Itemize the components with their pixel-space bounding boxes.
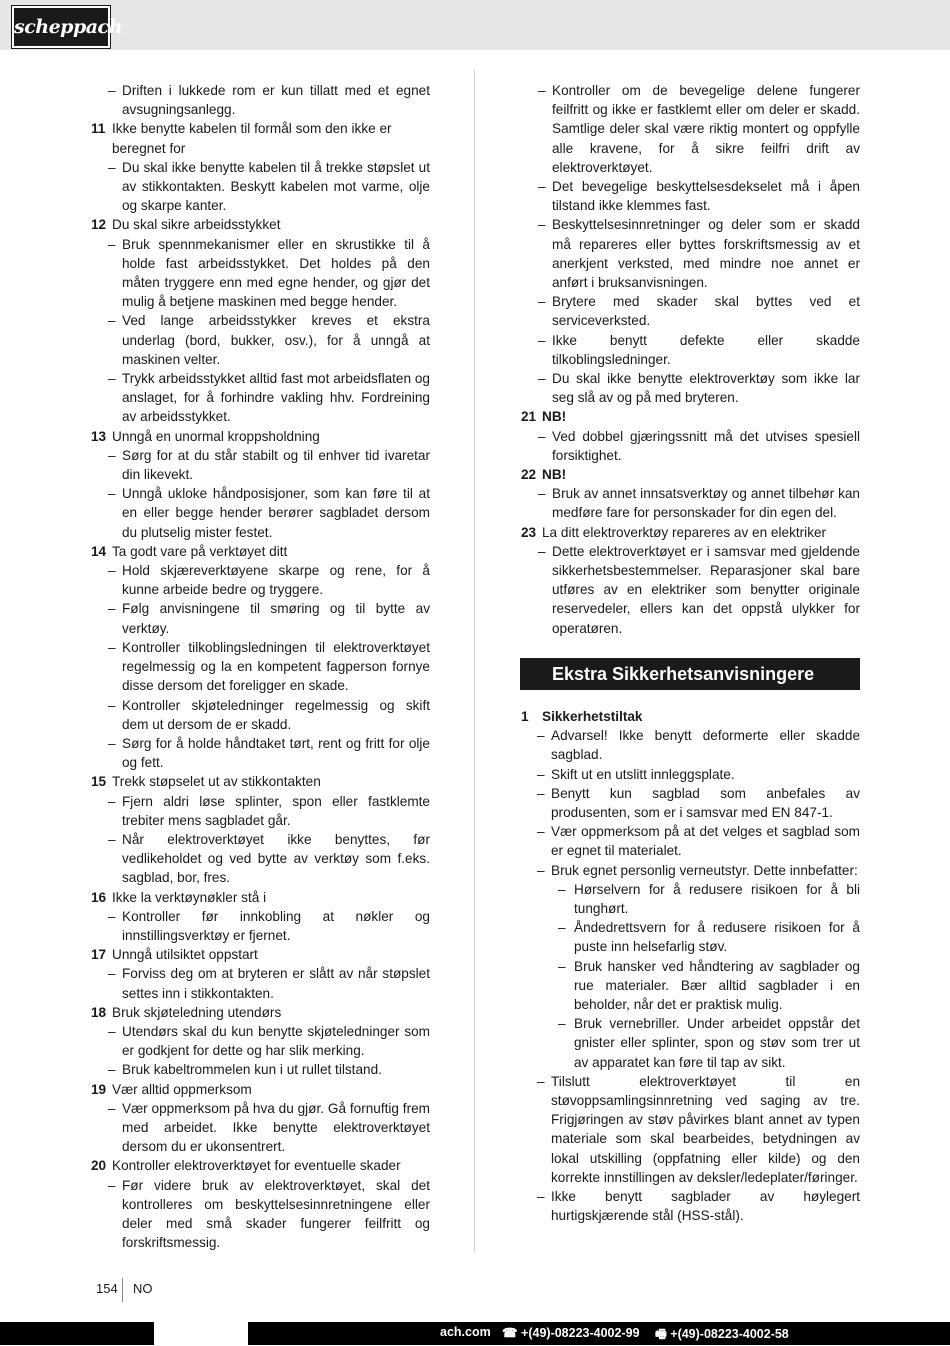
bullet-text: Det bevegelige beskyttelsesdekselet må i åpen tilstand ikke klemmes fast.	[552, 179, 860, 214]
bullet-text: Når elektroverktøyet ikke benyttes, før vedlikeholdet og ved bytte av verktøy som f.eks. sagblad, bor, fres.	[122, 831, 430, 886]
bullet-item	[518, 177, 860, 215]
bullet-item	[88, 964, 430, 1002]
bullet-item	[88, 1099, 430, 1157]
bottom-bar-gap	[154, 1322, 248, 1345]
bullet-text: Utendørs skal du kun benytte skjøteledninger som er godkjent for dette og har slik merking.	[122, 1023, 430, 1059]
bullet-item	[518, 1014, 860, 1072]
dash-bullet-icon: –	[538, 486, 546, 502]
dash-bullet-icon: –	[537, 1073, 545, 1089]
dash-bullet-icon: –	[108, 1023, 116, 1039]
bullet-text: Ikke benytt defekte eller skadde tilkoblingsledninger.	[552, 332, 860, 367]
bullet-item	[88, 1060, 430, 1079]
bullet-item	[88, 1176, 430, 1253]
bullet-text: Tilslutt elektroverktøyet til en støvoppsamlingsinnretning ved saging av tre. Frigjøringen av støv påvirkes blant annet av typen materiale som skal bearbeides, betydningen av lokal utskilling (oppfatning eller kilde) og den korrekte innstillingen av deksler/ledeplater/føringer.	[551, 1073, 860, 1185]
item-heading: NB!	[542, 409, 567, 425]
bullet-text: Sørg for å holde håndtaket tørt, rent og fritt for olje og fett.	[122, 735, 430, 771]
bullet-item	[88, 792, 430, 830]
dash-bullet-icon: –	[108, 447, 116, 463]
bullet-text: Bruk av annet innsatsverktøy og annet tilbehør kan medføre fare for personskader for din egen del.	[552, 486, 860, 521]
dash-bullet-icon: –	[108, 735, 116, 751]
bullet-item	[518, 861, 860, 880]
item-number: 22	[521, 467, 537, 483]
numbered-item	[88, 945, 430, 964]
bullet-item	[88, 696, 430, 734]
numbered-item	[88, 1080, 430, 1099]
bullet-item	[88, 599, 430, 637]
bullet-text: Benytt kun sagblad som anbefales av produsenten, som er i samsvar med EN 847-1.	[551, 785, 860, 820]
section-title: Ekstra Sikkerhetsanvisningere	[520, 658, 860, 690]
item-heading: Kontroller elektroverktøyet for eventuelle skader	[112, 1158, 401, 1174]
bullet-item	[518, 215, 860, 292]
dash-bullet-icon: –	[538, 83, 546, 98]
bullet-item	[518, 918, 860, 956]
dash-bullet-icon: –	[537, 766, 545, 782]
item-number: 17	[91, 947, 107, 963]
brand-logo: scheppach	[12, 6, 110, 48]
bullet-text: Kontroller om de bevegelige delene fungerer feilfritt og ikke er fastklemt eller om deler er skadd. Samtlige deler skal være riktig montert og oppfylle alle kravene, for å sikre feilfri drift av elektroverktøyet.	[552, 83, 860, 175]
dash-bullet-icon: –	[108, 371, 116, 387]
bullet-text: Følg anvisningene til smøring og til bytte av verktøy.	[122, 601, 430, 636]
dash-bullet-icon: –	[538, 371, 546, 387]
bullet-text: Trykk arbeidsstykket alltid fast mot arbeidsflaten og anslaget, for å forhindre vakling hhv. Fordreining av arbeidsstykket.	[122, 371, 430, 425]
dash-bullet-icon: –	[108, 697, 116, 713]
dash-bullet-icon: –	[558, 1016, 566, 1032]
dash-bullet-icon: –	[558, 881, 566, 897]
dash-bullet-icon: –	[108, 1100, 116, 1116]
bullet-item	[88, 235, 430, 312]
numbered-item	[88, 119, 430, 157]
bullet-item	[518, 81, 860, 177]
bullet-text: Bruk hansker ved håndtering av sagblader og rue materialer. Bær alltid sagblader i en beholder, når det er praktisk mulig.	[574, 958, 860, 1012]
phone-text: ☎ +(49)-08223-4002-99	[502, 1326, 640, 1340]
bullet-item	[88, 638, 430, 696]
left-column	[88, 81, 430, 1252]
bullet-item	[88, 907, 430, 945]
dash-bullet-icon: –	[538, 543, 546, 559]
dash-bullet-icon: –	[537, 728, 545, 744]
dash-bullet-icon: –	[108, 601, 116, 617]
bullet-item	[518, 292, 860, 330]
bullet-item	[518, 331, 860, 369]
website-text: ach.com	[440, 1325, 491, 1339]
dash-bullet-icon: –	[108, 966, 116, 982]
item-number: 18	[91, 1004, 107, 1020]
item-number: 16	[91, 889, 107, 905]
numbered-item	[518, 465, 860, 484]
page-number: 154	[96, 1281, 118, 1296]
bullet-text: Fjern aldri løse splinter, spon eller fastklemte trebiter mens sagbladet går.	[122, 793, 430, 828]
item-heading: Trekk støpselet ut av stikkontakten	[112, 774, 321, 790]
dash-bullet-icon: –	[108, 563, 116, 579]
numbered-item	[518, 707, 860, 726]
bullet-item	[518, 822, 860, 860]
bullet-text: Bruk vernebriller. Under arbeidet oppstår det gnister eller splinter, spon og støv som trer ut av apparatet kan føre til tap av sikt.	[574, 1016, 860, 1070]
dash-bullet-icon: –	[108, 486, 116, 502]
bullet-text: Skift ut en utslitt innleggsplate.	[551, 766, 735, 782]
bullet-text: Sørg for at du står stabilt og til enhver tid ivaretar din likevekt.	[122, 447, 430, 483]
fax-text: 🖷 +(49)-08223-4002-58	[655, 1327, 789, 1341]
bullet-text: Hold skjæreverktøyene skarpe og rene, for å kunne arbeide bedre og tryggere.	[122, 563, 430, 598]
dash-bullet-icon: –	[108, 83, 116, 98]
dash-bullet-icon: –	[537, 862, 545, 878]
item-number: 19	[91, 1081, 107, 1097]
bullet-item	[88, 1022, 430, 1060]
item-number: 21	[521, 409, 537, 425]
language-code: NO	[133, 1281, 153, 1296]
item-number: 15	[91, 774, 107, 790]
item-number: 1	[521, 708, 529, 724]
bullet-text: Ved dobbel gjæringssnitt må det utvises spesiell forsiktighet.	[552, 428, 860, 463]
bullet-text: Kontroller før innkobling at nøkler og innstillingsverktøy er fjernet.	[122, 908, 430, 943]
bullet-text: Bruk egnet personlig verneutstyr. Dette innbefatter:	[551, 862, 858, 878]
bullet-item	[518, 765, 860, 784]
bullet-text: Kontroller skjøteledninger regelmessig og skift dem ut dersom de er skadd.	[122, 697, 430, 732]
bullet-text: Forviss deg om at bryteren er slått av når støpslet settes inn i stikkontakten.	[122, 966, 430, 1001]
bullet-item	[88, 158, 430, 216]
item-heading: Du skal sikre arbeidsstykket	[112, 217, 281, 233]
numbered-item	[88, 215, 430, 234]
item-number: 11	[91, 121, 106, 137]
item-heading: Ikke benytte kabelen til formål som den ikke er beregnet for	[112, 121, 392, 156]
bullet-item	[88, 734, 430, 772]
footer-separator	[122, 1278, 123, 1302]
bullet-text: Driften i lukkede rom er kun tillatt med et egnet avsugningsanlegg.	[122, 83, 430, 118]
item-heading: Ikke la verktøynøkler stå i	[112, 889, 267, 905]
numbered-item	[88, 1003, 430, 1022]
bullet-text: Brytere med skader skal byttes ved et serviceverksted.	[552, 294, 860, 329]
bullet-text: Du skal ikke benytte elektroverktøy som ikke lar seg slå av og på med bryteren.	[552, 371, 860, 406]
bullet-item	[518, 484, 860, 522]
bullet-item	[518, 369, 860, 407]
numbered-item	[88, 542, 430, 561]
item-heading: Ta godt vare på verktøyet ditt	[112, 543, 288, 559]
dash-bullet-icon: –	[538, 428, 546, 444]
dash-bullet-icon: –	[537, 1188, 545, 1204]
item-heading: La ditt elektroverktøy repareres av en elektriker	[542, 524, 827, 540]
numbered-item	[518, 407, 860, 426]
bullet-text: Ikke benytt sagblader av høylegert hurtigskjærende stål (HSS-stål).	[551, 1188, 860, 1224]
item-number: 13	[91, 428, 107, 444]
dash-bullet-icon: –	[108, 639, 116, 655]
right-column	[518, 81, 860, 1225]
bullet-item	[88, 484, 430, 542]
item-number: 12	[91, 217, 107, 233]
dash-bullet-icon: –	[538, 217, 546, 233]
dash-bullet-icon: –	[108, 831, 116, 847]
numbered-item	[88, 888, 430, 907]
item-heading: NB!	[542, 467, 567, 483]
bullet-text: Åndedrettsvern for å redusere risikoen for å puste inn helsefarlig støv.	[574, 920, 860, 955]
bullet-item	[518, 880, 860, 918]
item-heading: Unngå utilsiktet oppstart	[112, 947, 258, 963]
dash-bullet-icon: –	[108, 159, 116, 175]
dash-bullet-icon: –	[537, 785, 545, 801]
bullet-text: Advarsel! Ikke benytt deformerte eller skadde sagblad.	[551, 728, 860, 763]
bullet-text: Du skal ikke benytte kabelen til å trekke støpslet ut av stikkontakten. Beskytt kabelen mot varme, olje og skarpe kanter.	[122, 159, 430, 214]
header-bar	[0, 0, 950, 50]
item-heading: Vær alltid oppmerksom	[112, 1081, 252, 1097]
bullet-item	[88, 311, 430, 369]
dash-bullet-icon: –	[538, 294, 546, 310]
dash-bullet-icon: –	[558, 920, 566, 936]
numbered-item	[518, 523, 860, 542]
bullet-text: Dette elektroverktøyet er i samsvar med gjeldende sikkerhetsbestemmelser. Reparasjoner skal bare utføres av en elektriker som benytter originale reservedeler, ellers kan det oppstå ulykker for operatøren.	[552, 543, 860, 636]
item-number: 20	[91, 1158, 107, 1174]
bullet-item	[518, 1187, 860, 1225]
bullet-text: Kontroller tilkoblingsledningen til elektroverktøyet regelmessig og la en kompetent fagperson fornye disse dersom det foreligger en skade.	[122, 639, 430, 694]
dash-bullet-icon: –	[538, 179, 546, 195]
bullet-item	[518, 1072, 860, 1187]
numbered-item	[88, 1156, 430, 1175]
bullet-item	[518, 542, 860, 638]
dash-bullet-icon: –	[537, 824, 545, 840]
bullet-item	[88, 830, 430, 888]
bullet-text: Vær oppmerksom på at det velges et sagblad som er egnet til materialet.	[551, 824, 860, 859]
dash-bullet-icon: –	[108, 1177, 116, 1193]
bullet-item	[88, 446, 430, 484]
bullet-item	[518, 957, 860, 1015]
bullet-item	[88, 561, 430, 599]
item-number: 23	[521, 524, 537, 540]
numbered-item	[88, 772, 430, 791]
numbered-item	[88, 427, 430, 446]
bullet-item	[518, 726, 860, 764]
dash-bullet-icon: –	[538, 332, 546, 348]
dash-bullet-icon: –	[108, 793, 116, 809]
dash-bullet-icon: –	[558, 958, 566, 974]
item-heading: Bruk skjøteledning utendørs	[112, 1004, 282, 1020]
bullet-text: Vær oppmerksom på hva du gjør. Gå fornuftig frem med arbeidet. Ikke benytte elektroverktøyet dersom du er ukonsentrert.	[122, 1100, 430, 1155]
bullet-text: Bruk kabeltrommelen kun i ut rullet tilstand.	[122, 1062, 382, 1078]
item-heading: Sikkerhetstiltak	[542, 708, 643, 724]
bullet-text: Hørselvern for å redusere risikoen for å bli tunghørt.	[574, 881, 860, 916]
bullet-text: Før videre bruk av elektroverktøyet, skal det kontrolleres om beskyttelsesinnretningene eller deler med små skader fungerer feilfritt og forskriftsmessig.	[122, 1177, 430, 1251]
dash-bullet-icon: –	[108, 236, 116, 252]
bullet-item	[518, 784, 860, 822]
column-divider	[474, 70, 475, 1252]
bullet-item	[518, 427, 860, 465]
item-heading: Unngå en unormal kroppsholdning	[112, 428, 320, 444]
bullet-item	[88, 369, 430, 427]
bullet-text: Unngå ukloke håndposisjoner, som kan føre til at en eller begge hender berører sagbladet dersom du plutselig mister festet.	[122, 486, 430, 540]
bullet-item	[88, 81, 430, 119]
dash-bullet-icon: –	[108, 1062, 116, 1078]
bullet-text: Beskyttelsesinnretninger og deler som er skadd må repareres eller byttes forskriftsmessig av et anerkjent verksted, med mindre noe annet er anført i bruksanvisningen.	[552, 217, 860, 291]
dash-bullet-icon: –	[108, 313, 116, 329]
bullet-text: Bruk spennmekanismer eller en skrustikke til å holde fast arbeidsstykket. Det holdes på den måten tryggere enn med egne hender, og gjør det mulig å betjene maskinen med begge hender.	[122, 236, 430, 310]
bullet-text: Ved lange arbeidsstykker kreves et ekstra underlag (bord, bukker, osv.), for å unngå at maskinen velter.	[122, 313, 430, 367]
dash-bullet-icon: –	[108, 908, 116, 924]
item-number: 14	[91, 543, 107, 559]
